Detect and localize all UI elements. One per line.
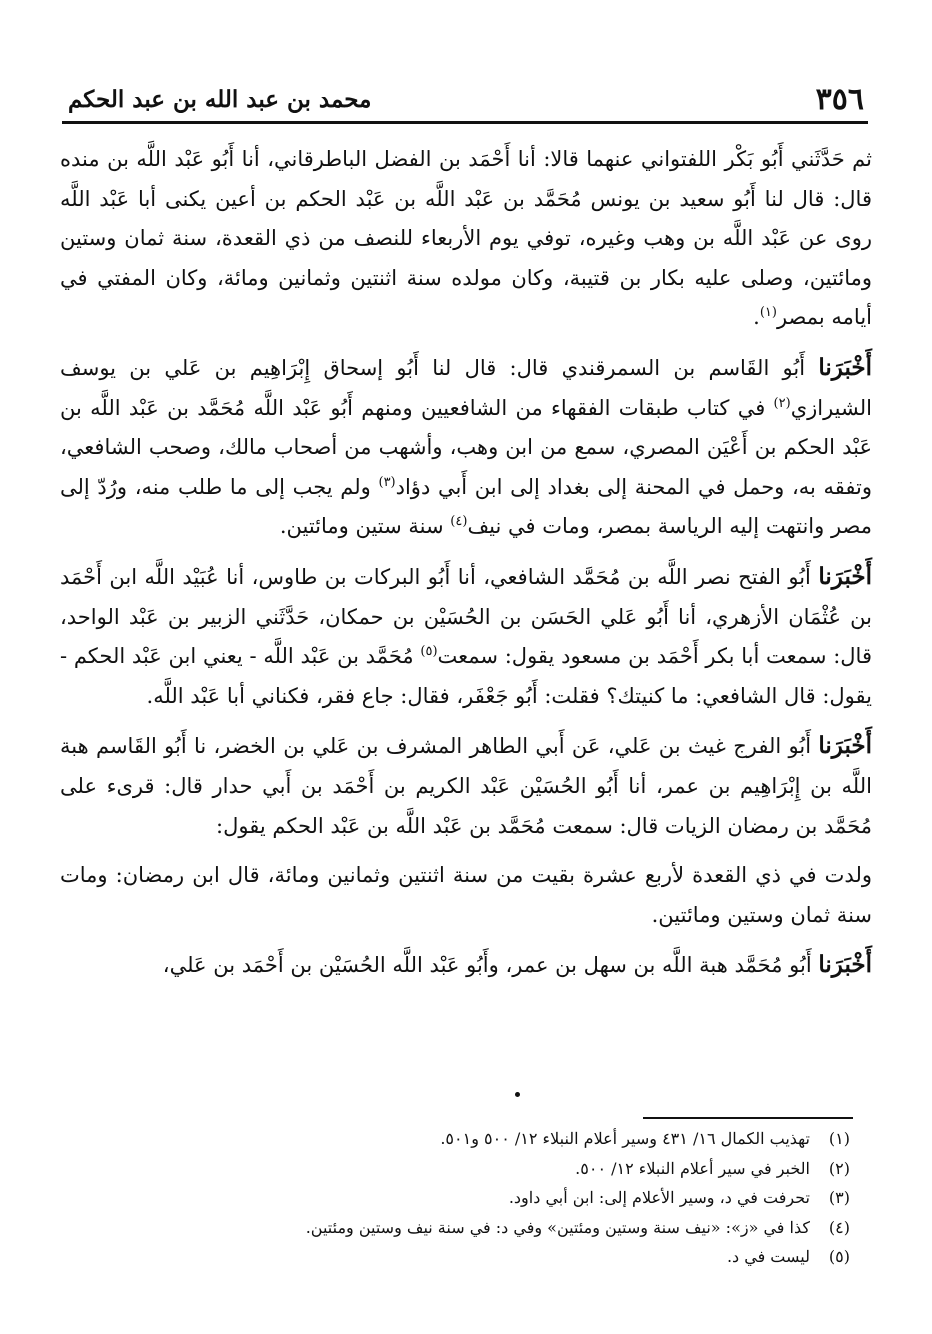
- footnote-marker: (٥): [420, 644, 438, 660]
- akhbarana-lead: أَخْبَرَنا: [818, 353, 872, 381]
- paragraph: [60, 348, 872, 547]
- footnote-text: تحرفت في د، وسير الأعلام إلى: ابن أبي داود.: [508, 1188, 810, 1207]
- paragraph-text: سنة ستين ومائتين.: [279, 514, 451, 539]
- footnote-number: (٥): [828, 1247, 850, 1266]
- footnote: [240, 1124, 850, 1154]
- paragraph-text: أَبُو الفرج غيث بن عَلي، عَن أَبي الطاهر المشرف بن عَلي بن الخضر، نا أَبُو القَاسم هبة اللَّه بن إِبْرَاهِيم بن عمر، أنا أَبُو الحُسَيْن عَبْد الكريم بن أَحْمَد بن أَبي حدار قال: قرىء على مُحَمَّد بن رمضان الزيات قال: سمعت مُحَمَّد بن عَبْد اللَّه بن عَبْد الحكم يقول:: [60, 734, 872, 838]
- paragraph-text: ثم حَدَّثَني أَبُو بَكْر اللفتواني عنهما قالا: أنا أَحْمَد بن الفضل الباطرقاني، أنا أَبُو عَبْد اللَّه بن منده قال: قال لنا أَبُو سعيد بن يونس مُحَمَّد بن عَبْد اللَّه بن عَبْد الحكم بن أعين يكنى أبا عَبْد اللَّه روى عن عَبْد اللَّه بن وهب وغيره، توفي يوم الأربعاء للنصف من ذي القعدة، سنة ثمان وستين ومائتين، وصلى عليه بكار بن قتيبة، وكان مولده سنة اثنتين وثمانين ومائة، وكان المفتي في أيامه بمصر: [60, 147, 872, 330]
- paragraph-text: ولدت في ذي القعدة لأربع عشرة بقيت من سنة اثنتين وثمانين ومائة، قال ابن رمضان: ومات سنة ثمان وستين ومائتين.: [60, 863, 872, 927]
- paragraph: [60, 140, 872, 338]
- footnote-number: (٢): [828, 1158, 850, 1178]
- footnote-marker: (٢): [773, 395, 791, 411]
- paragraph: [60, 945, 872, 986]
- paragraph-text: أَبُو القَاسم بن السمرقندي قال: قال لنا أَبُو إسحاق إِبْرَاهِيم بن عَلي بن يوسف الشيرازي: [60, 355, 872, 420]
- footnote: [240, 1213, 850, 1243]
- paragraph: [60, 856, 872, 935]
- paragraph: [60, 726, 872, 846]
- page-dot: [515, 1092, 520, 1097]
- footnote-text: تهذيب الكمال ١٦/ ٤٣١ وسير أعلام النبلاء ١٢/ ٥٠٠ و٥٠١.: [440, 1129, 810, 1148]
- akhbarana-lead: أَخْبَرَنا: [818, 951, 872, 979]
- paragraph-text: في كتاب طبقات الفقهاء من الشافعيين ومنهم أَبُو عَبْد اللَّه مُحَمَّد بن عَبْد اللَّه بن عَبْد الحكم بن أَعْيَن المصري، سمع من ابن وهب، وأشهب من أصحاب مالك، وصحب الشافعي، وتفقه به، وحمل في المحنة إلى بغداد إلى ابن أَبي دؤاد: [60, 395, 873, 499]
- paragraph-text: مُحَمَّد بن عَبْد اللَّه - يعني ابن عَبْد الحكم - يقول: قال الشافعي: ما كنيتك؟ فقلت: أَبُو جَعْفَر، فقال: جاع فقر، فكناني أبا عَبْد اللَّه.: [60, 644, 872, 708]
- footnote-number: (١): [828, 1129, 850, 1148]
- footnote-marker: (٤): [450, 514, 468, 530]
- footnote-rule: [643, 1117, 853, 1119]
- footnote-text: الخبر في سير أعلام النبلاء ١٢/ ٥٠٠.: [575, 1158, 810, 1178]
- paragraph-text: .: [753, 305, 760, 330]
- footnote-number: (٣): [828, 1188, 850, 1207]
- paragraph-text: أَبُو مُحَمَّد هبة اللَّه بن سهل بن عمر، وأَبُو عَبْد اللَّه الحُسَيْن بن أَحْمَد بن عَلي،: [162, 953, 819, 978]
- footnote-marker: (١): [759, 305, 777, 321]
- footnote-marker: (٣): [378, 474, 396, 490]
- footnote: [240, 1154, 850, 1184]
- footnote-text: ليست في د.: [726, 1247, 810, 1266]
- footnote-number: (٤): [828, 1217, 850, 1237]
- header-rule: [62, 121, 868, 124]
- footnote: [240, 1242, 850, 1272]
- footnotes: [240, 1124, 850, 1272]
- paragraph-text: أَبُو الفتح نصر اللَّه بن مُحَمَّد الشافعي، أنا أَبُو البركات بن طاوس، أنا عُبَيْد اللَّه ابن أَحْمَد بن عُثْمَان الأزهري، أنا أَبُو عَلي الحَسَن بن الحُسَيْن بن حمكان، حَدَّثَني الزبير بن عَبْد الواحد، قال: سمعت أبا بكر أَحْمَد بن مسعود يقول: سمعت: [60, 564, 872, 669]
- footnote-text: كذا في «ز»: «نيف سنة وستين ومئتين» وفي د: في سنة نيف وستين ومئتين.: [305, 1217, 810, 1237]
- running-title: محمد بن عبد الله بن عبد الحكم: [68, 86, 372, 113]
- page-number: ٣٥٦: [815, 82, 864, 117]
- akhbarana-lead: أَخْبَرَنا: [818, 732, 872, 760]
- page-header: [68, 72, 864, 120]
- paragraph-text: ولم يجب إلى ما طلب منه، ورُدّ إلى مصر وانتهت إليه الرياسة بمصر، ومات في نيف: [60, 474, 872, 539]
- akhbarana-lead: أَخْبَرَنا: [818, 562, 872, 590]
- footnote: [240, 1183, 850, 1213]
- main-text: [60, 140, 872, 986]
- paragraph: [60, 557, 872, 716]
